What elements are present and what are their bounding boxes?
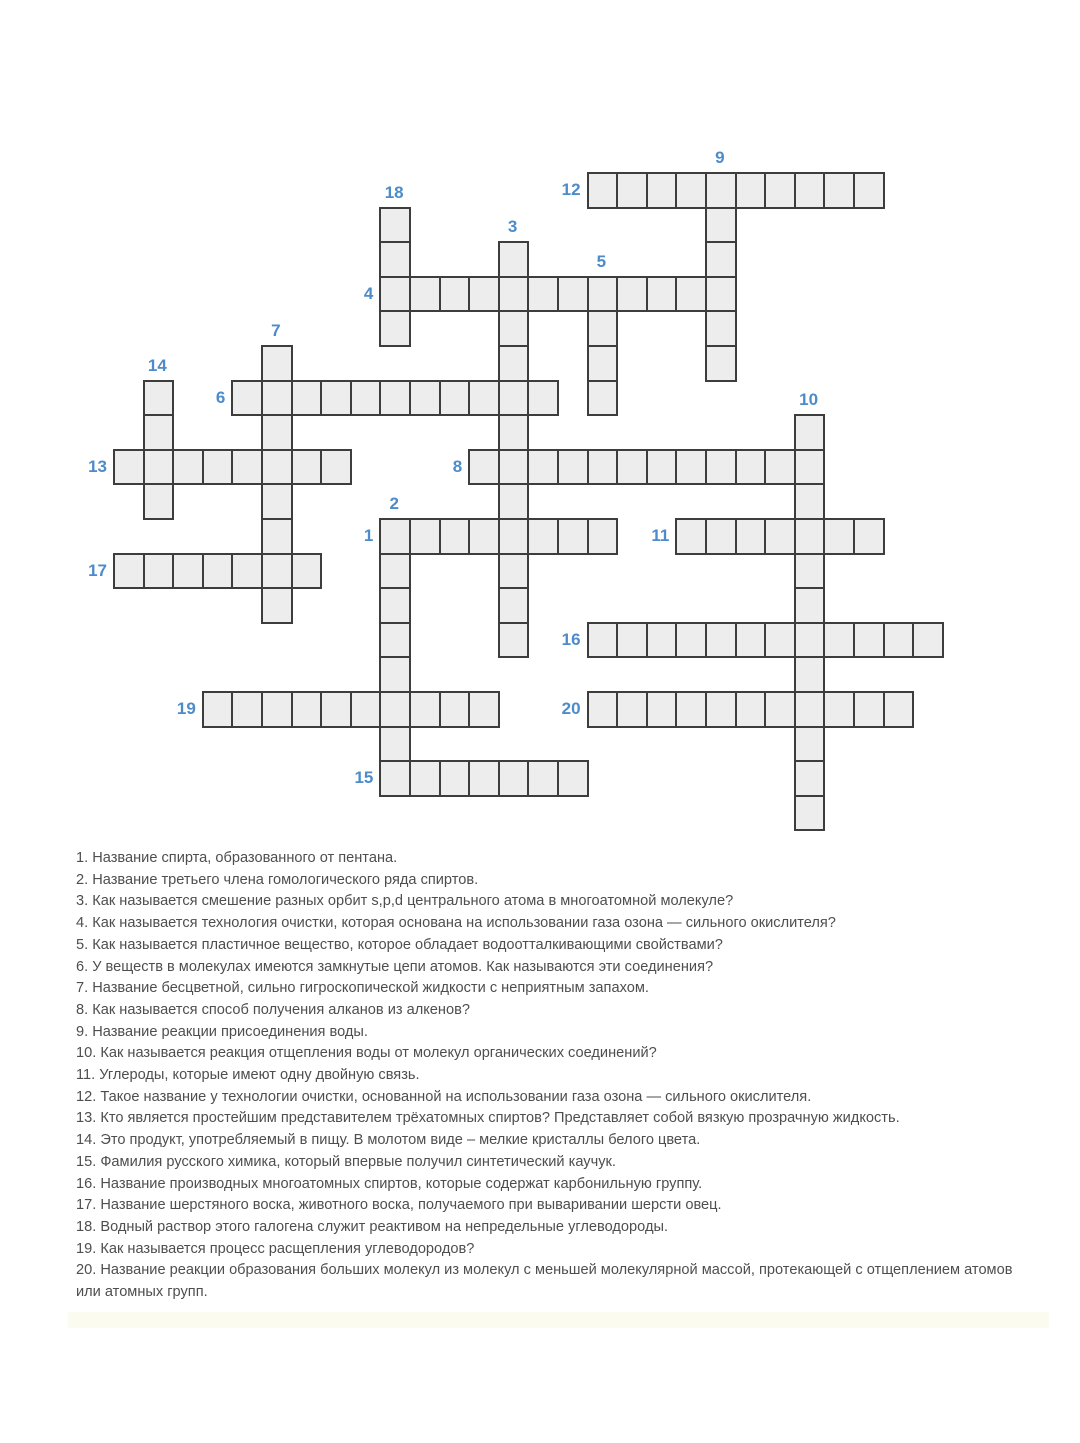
crossword-cell — [261, 518, 293, 555]
crossword-cell — [143, 553, 175, 590]
crossword-cell — [823, 691, 855, 728]
clue-item-13: 13. Кто является простейшим представителем трёхатомных спиртов? Представляет собой вязкую прозрачную жидкость. — [76, 1110, 900, 1127]
crossword-cell — [231, 553, 263, 590]
word-4-across-label: 4 — [363, 283, 374, 303]
crossword-cell — [379, 656, 411, 693]
crossword-cell — [379, 691, 411, 728]
crossword-cell — [675, 622, 707, 659]
crossword-cell — [616, 622, 648, 659]
crossword-cell — [379, 518, 411, 555]
crossword-cell — [794, 553, 826, 590]
crossword-cell — [646, 449, 678, 486]
crossword-cell — [794, 760, 826, 797]
crossword-cell — [587, 345, 619, 382]
crossword-cell — [764, 691, 796, 728]
crossword-cell — [143, 380, 175, 417]
clues-list — [76, 848, 1016, 1304]
crossword-cell — [498, 241, 530, 278]
word-19-across-label: 19 — [176, 699, 196, 718]
crossword-cell — [379, 380, 411, 417]
crossword-cell — [735, 518, 767, 555]
crossword-cell — [231, 380, 263, 417]
clue-item-2: 2. Название третьего члена гомологического ряда спиртов. — [76, 871, 479, 888]
crossword-cell — [616, 691, 648, 728]
crossword-cell — [705, 691, 737, 728]
crossword-cell — [498, 622, 530, 659]
crossword-cell — [794, 622, 826, 659]
crossword-cell — [557, 518, 589, 555]
crossword-cell — [261, 449, 293, 486]
crossword-cell — [291, 380, 323, 417]
crossword-cell — [439, 518, 471, 555]
crossword-cell — [350, 380, 382, 417]
crossword-cell — [409, 760, 441, 797]
clue-item-19: 19. Как называется процесс расщепления углеводородов? — [76, 1240, 475, 1257]
word-13-across-label: 13 — [88, 456, 107, 476]
crossword-cell — [794, 518, 826, 555]
word-12-across-label: 12 — [561, 180, 581, 199]
crossword-cell — [261, 414, 293, 451]
crossword-cell — [379, 241, 411, 278]
crossword-cell — [468, 691, 500, 728]
crossword-cell — [675, 449, 707, 486]
crossword-cell — [646, 622, 678, 659]
crossword-cell — [587, 622, 619, 659]
clue-item-3: 3. Как называется смешение разных орбит s,p,d центрального атома в многоатомной молекуле? — [76, 893, 734, 910]
crossword-cell — [143, 449, 175, 486]
crossword-cell — [320, 691, 352, 728]
crossword-cell — [646, 172, 678, 209]
crossword-cell — [261, 553, 293, 590]
word-1-across-label: 1 — [363, 526, 374, 545]
crossword-cell — [409, 518, 441, 555]
crossword-cell — [261, 345, 293, 382]
crossword-cell — [143, 483, 175, 520]
crossword-cell — [853, 172, 885, 209]
clue-item-8: 8. Как называется способ получения алканов из алкенов? — [76, 1001, 470, 1018]
crossword-cell — [498, 310, 530, 347]
crossword-cell — [587, 310, 619, 347]
crossword-cell — [261, 587, 293, 624]
crossword-cell — [912, 622, 944, 659]
clue-item-5: 5. Как называется пластичное вещество, которое обладает водоотталкивающими свойствами? — [76, 936, 723, 953]
crossword-cell — [409, 380, 441, 417]
crossword-cell — [705, 172, 737, 209]
word-8-across-label: 8 — [452, 456, 463, 476]
word-17-across-label: 17 — [88, 560, 107, 580]
crossword-cell — [587, 276, 619, 313]
crossword-cell — [557, 760, 589, 797]
crossword-cell — [735, 449, 767, 486]
crossword-cell — [794, 726, 826, 763]
word-16-across-label: 16 — [561, 629, 581, 649]
crossword-cell — [735, 172, 767, 209]
crossword-cell — [172, 553, 204, 590]
crossword-cell — [468, 380, 500, 417]
crossword-cell — [439, 276, 471, 313]
crossword-cell — [379, 553, 411, 590]
crossword-cell — [794, 172, 826, 209]
crossword-cell — [705, 276, 737, 313]
crossword-cell — [291, 449, 323, 486]
crossword-cell — [735, 691, 767, 728]
crossword-cell — [705, 449, 737, 486]
crossword-cell — [468, 276, 500, 313]
crossword-cell — [379, 587, 411, 624]
clue-item-1: 1. Название спирта, образованного от пентана. — [76, 850, 398, 866]
crossword-cell — [764, 172, 796, 209]
crossword-cell — [527, 276, 559, 313]
clue-item-4: 4. Как называется технология очистки, которая основана на использовании газа озона — сильного окислителя? — [76, 915, 836, 932]
word-9-down-label: 9 — [715, 148, 725, 167]
crossword-cell — [705, 241, 737, 278]
crossword-cell — [587, 449, 619, 486]
crossword-cell — [498, 380, 530, 417]
crossword-cell — [379, 276, 411, 313]
crossword-cell — [498, 760, 530, 797]
crossword-cell — [202, 553, 234, 590]
clue-item-12: 12. Такое название у технологии очистки, основанной на использовании газа озона — сильного окислителя. — [76, 1088, 812, 1105]
crossword-cell — [705, 518, 737, 555]
clue-item-15: 15. Фамилия русского химика, который впервые получил синтетический каучук. — [76, 1153, 616, 1170]
crossword-cell — [705, 345, 737, 382]
crossword-cell — [675, 172, 707, 209]
crossword-cell — [409, 276, 441, 313]
crossword-cell — [794, 795, 826, 832]
word-11-across-label: 11 — [651, 526, 670, 545]
crossword-cell — [527, 380, 559, 417]
crossword-cell — [794, 483, 826, 520]
clue-item-18: 18. Водный раствор этого галогена служит реактивом на непредельные углеводороды. — [76, 1218, 669, 1235]
word-20-across-label: 20 — [561, 699, 581, 718]
word-7-down-label: 7 — [271, 321, 281, 340]
word-18-down-label: 18 — [384, 182, 404, 202]
crossword-cell — [794, 656, 826, 693]
crossword-cell — [261, 483, 293, 520]
crossword-cell — [587, 172, 619, 209]
crossword-cell — [616, 276, 648, 313]
crossword-cell — [527, 518, 559, 555]
crossword-cell — [261, 691, 293, 728]
crossword-cell — [823, 622, 855, 659]
crossword-cell — [764, 449, 796, 486]
crossword-cell — [379, 760, 411, 797]
crossword-cell — [853, 518, 885, 555]
crossword-cell — [853, 691, 885, 728]
crossword-cell — [498, 518, 530, 555]
word-2-down-label: 2 — [389, 494, 399, 513]
crossword-cell — [231, 691, 263, 728]
crossword-cell — [735, 622, 767, 659]
crossword-cell — [172, 449, 204, 486]
clue-item-9: 9. Название реакции присоединения воды. — [76, 1023, 368, 1040]
crossword-cell — [498, 587, 530, 624]
crossword-cell — [883, 622, 915, 659]
crossword-cell — [587, 691, 619, 728]
crossword-cell — [616, 449, 648, 486]
word-3-down-label: 3 — [507, 217, 518, 237]
crossword-cell — [527, 760, 559, 797]
clue-item-6: 6. У веществ в молекулах имеются замкнутые цепи атомов. Как называются эти соединения? — [76, 958, 714, 975]
crossword-cell — [113, 449, 145, 486]
crossword-cell — [587, 380, 619, 417]
crossword-cell — [409, 691, 441, 728]
crossword-cell — [320, 449, 352, 486]
crossword-cell — [468, 518, 500, 555]
crossword-cell — [883, 691, 915, 728]
crossword-cell — [794, 449, 826, 486]
crossword-cell — [616, 172, 648, 209]
crossword-cell — [379, 726, 411, 763]
clue-item-10: 10. Как называется реакция отщепления воды от молекул органических соединений? — [76, 1045, 657, 1062]
crossword-cell — [498, 345, 530, 382]
word-5-down-label: 5 — [596, 251, 607, 271]
crossword-cell — [261, 380, 293, 417]
crossword-cell — [823, 518, 855, 555]
crossword-cell — [379, 310, 411, 347]
crossword-cell — [646, 691, 678, 728]
crossword-cell — [350, 691, 382, 728]
word-15-across-label: 15 — [354, 768, 374, 788]
clue-item-7: 7. Название бесцветной, сильно гигроскопической жидкости с неприятным запахом. — [76, 980, 649, 997]
crossword-cell — [794, 587, 826, 624]
crossword-cell — [498, 414, 530, 451]
crossword-cell — [379, 207, 411, 244]
crossword-cell — [291, 691, 323, 728]
crossword-cell — [675, 276, 707, 313]
word-6-across-label: 6 — [215, 387, 226, 407]
crossword-cell — [557, 276, 589, 313]
crossword-cell — [705, 622, 737, 659]
word-10-down-label: 10 — [799, 390, 819, 410]
crossword-cell — [439, 380, 471, 417]
clue-item-20: 20. Название реакции образования больших молекул из молекул с меньшей молекулярной массой, протекающей с отщеплением атомов или атомных групп. — [76, 1262, 1013, 1301]
crossword-cell — [853, 622, 885, 659]
crossword-cell — [527, 449, 559, 486]
crossword-cell — [202, 449, 234, 486]
crossword-cell — [498, 553, 530, 590]
crossword-cell — [291, 553, 323, 590]
crossword-cell — [705, 207, 737, 244]
crossword-cell — [439, 691, 471, 728]
crossword-cell — [468, 760, 500, 797]
crossword-cell — [794, 691, 826, 728]
crossword-cell — [113, 553, 145, 590]
crossword-cell — [439, 760, 471, 797]
crossword-cell — [705, 310, 737, 347]
crossword-cell — [675, 691, 707, 728]
crossword-cell — [764, 622, 796, 659]
word-14-down-label: 14 — [147, 355, 167, 375]
crossword-cell — [379, 622, 411, 659]
crossword-cell — [498, 483, 530, 520]
crossword-cell — [823, 172, 855, 209]
crossword-cell — [143, 414, 175, 451]
crossword-cell — [468, 449, 500, 486]
crossword-cell — [557, 449, 589, 486]
crossword-cell — [498, 276, 530, 313]
crossword-cell — [320, 380, 352, 417]
footer-strip — [68, 1312, 1049, 1328]
crossword-cell — [231, 449, 263, 486]
crossword-cell — [675, 518, 707, 555]
crossword-cell — [498, 449, 530, 486]
clue-item-17: 17. Название шерстяного воска, животного воска, получаемого при вываривании шерсти овец. — [76, 1197, 722, 1214]
crossword-cell — [587, 518, 619, 555]
crossword-cell — [202, 691, 234, 728]
clue-item-16: 16. Название производных многоатомных спиртов, которые содержат карбонильную группу. — [76, 1175, 703, 1192]
clue-item-11: 11. Углероды, которые имеют одну двойную связь. — [76, 1067, 420, 1084]
clue-item-14: 14. Это продукт, употребляемый в пищу. В молотом виде – мелкие кристаллы белого цвета. — [76, 1132, 701, 1149]
crossword-cell — [646, 276, 678, 313]
crossword-cell — [764, 518, 796, 555]
crossword-cell — [794, 414, 826, 451]
